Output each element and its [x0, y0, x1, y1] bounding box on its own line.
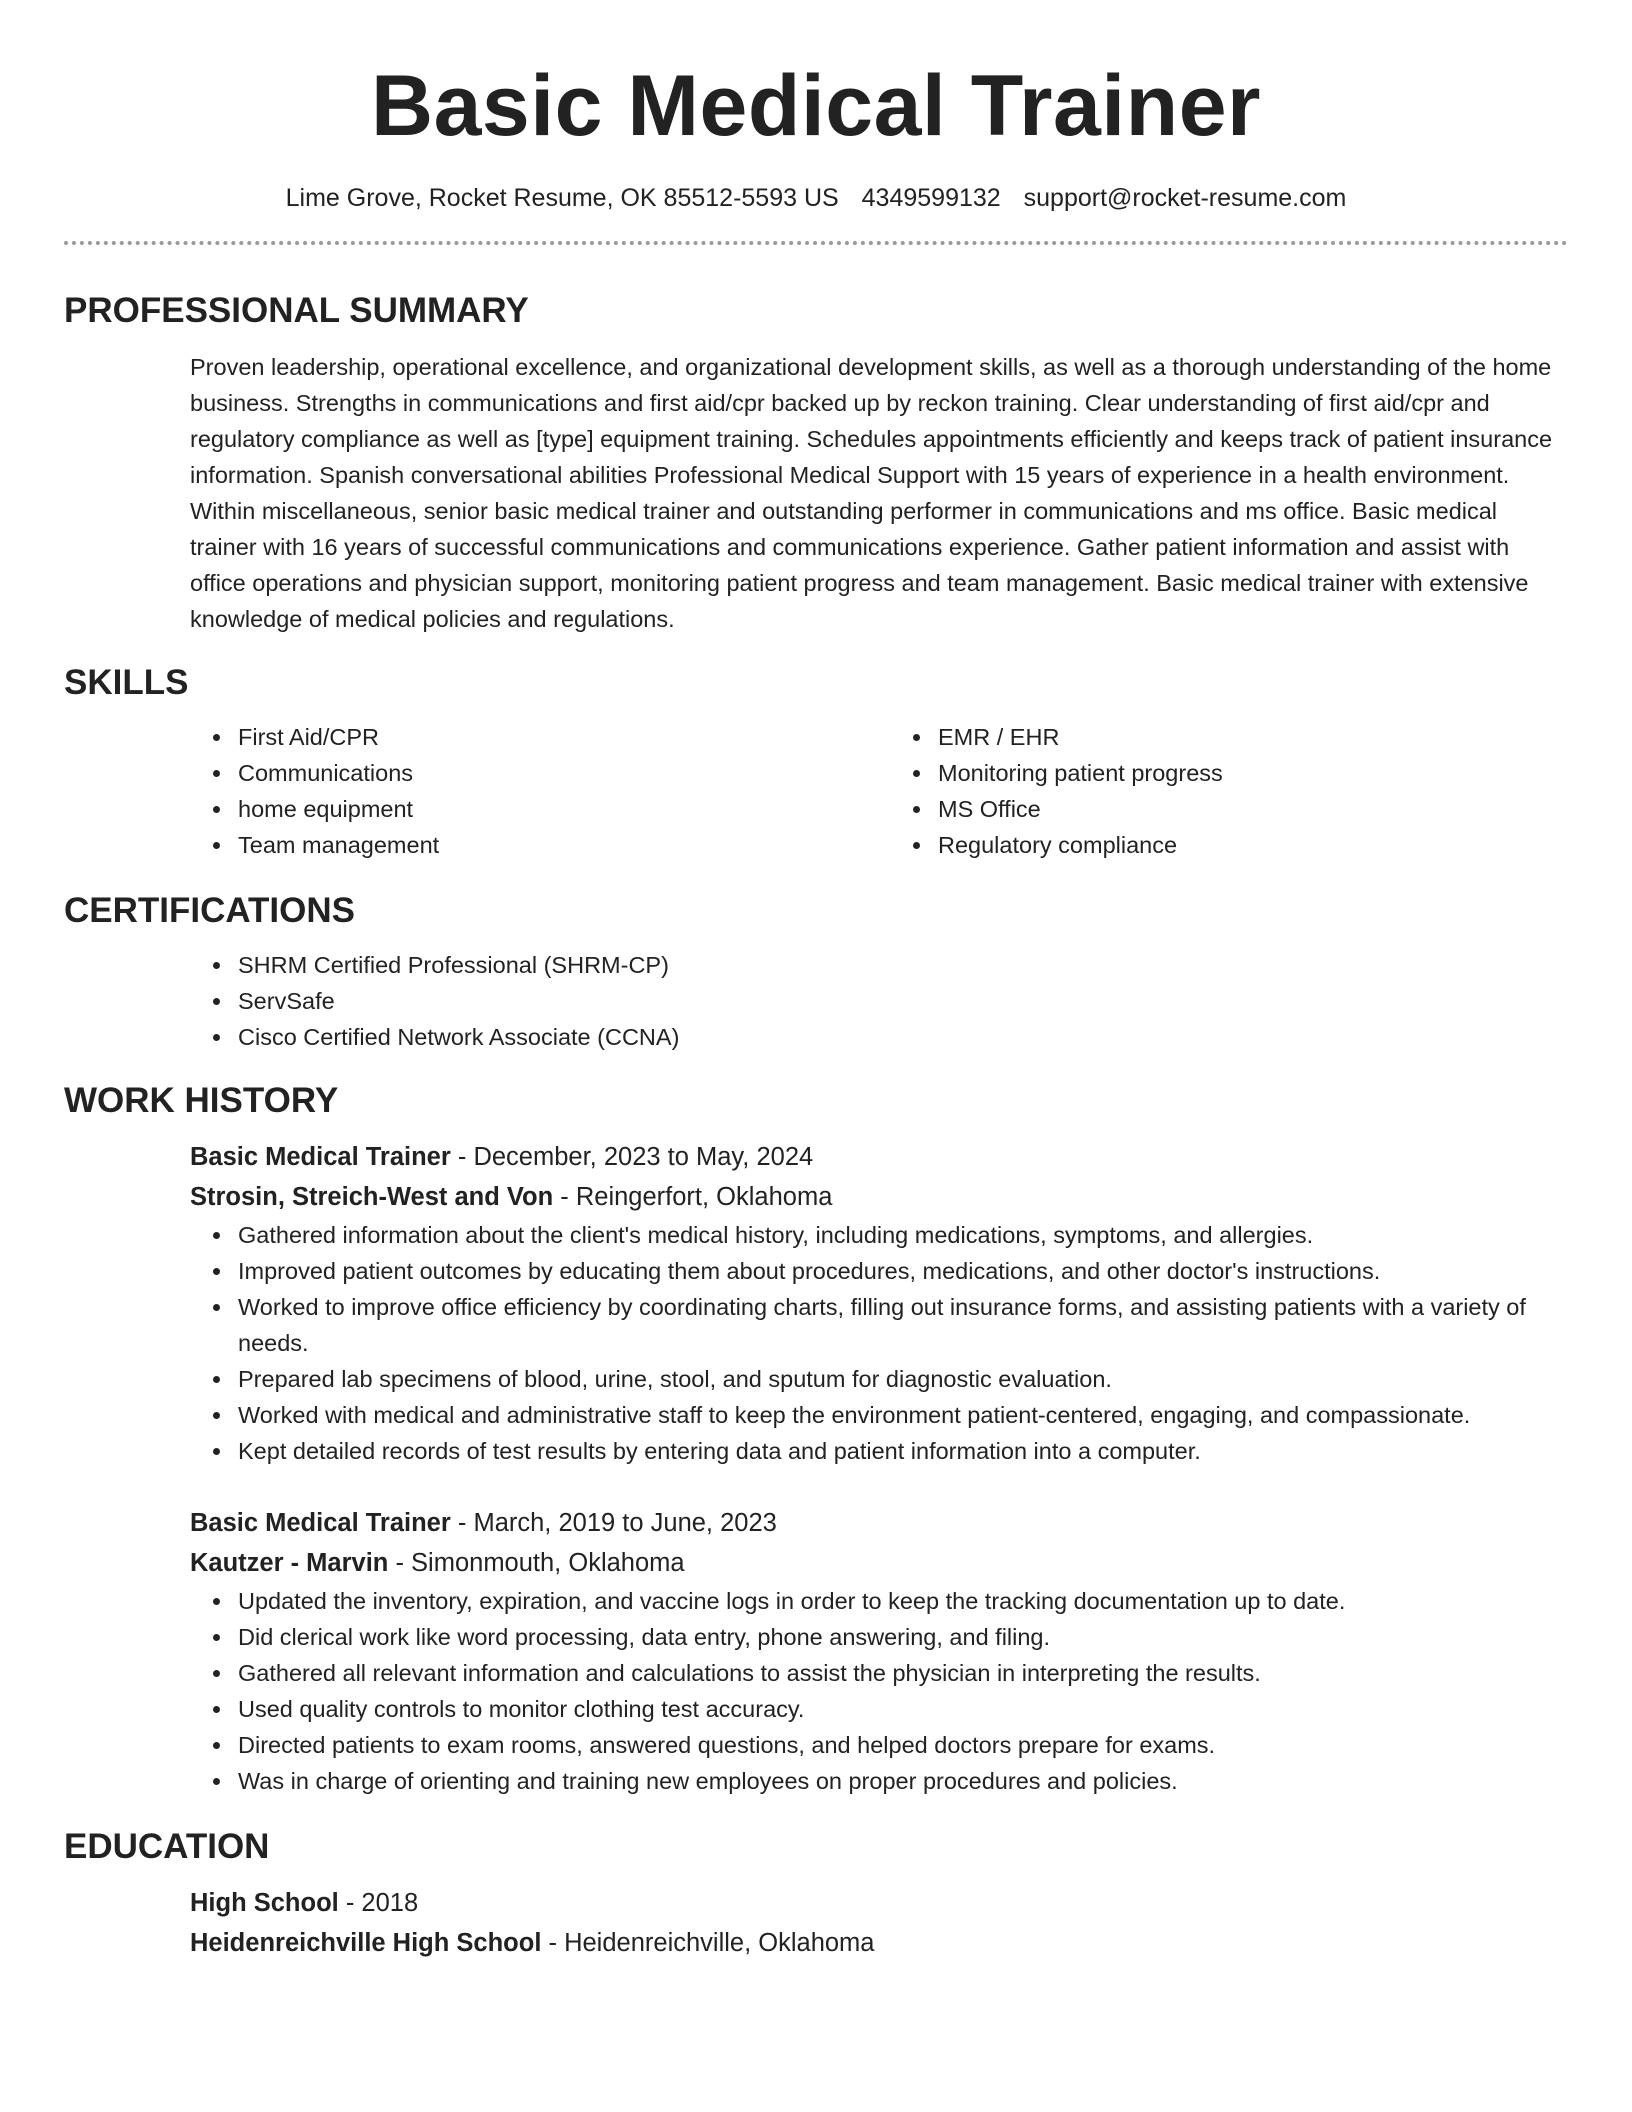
job-bullets — [64, 1583, 1568, 1799]
job-entry — [64, 1137, 1568, 1469]
certification-item: • SHRM Certified Professional (SHRM-CP) — [234, 947, 1568, 983]
job-bullet: • Was in charge of orienting and training new employees on proper procedures and policies. — [234, 1763, 1568, 1799]
job-role-line — [64, 1137, 1568, 1177]
job-company-line — [64, 1177, 1568, 1217]
skills-list-left — [64, 719, 744, 863]
job-role-line — [64, 1503, 1568, 1543]
education-degree-line — [64, 1883, 1568, 1923]
education-year: - 2018 — [338, 1889, 419, 1917]
job-dates: - December, 2023 to May, 2024 — [450, 1143, 814, 1171]
skills-grid — [64, 719, 1568, 863]
job-bullet: • Kept detailed records of test results by entering data and patient information into a computer. — [234, 1433, 1568, 1469]
work-section — [64, 1079, 1568, 1799]
job-bullet: • Improved patient outcomes by educating them about procedures, medications, and other doctor's instructions. — [234, 1253, 1568, 1289]
summary-section — [64, 289, 1568, 637]
job-bullet: • Prepared lab specimens of blood, urine, stool, and sputum for diagnostic evaluation. — [234, 1361, 1568, 1397]
summary-title: PROFESSIONAL SUMMARY — [64, 291, 529, 330]
contact-line — [64, 182, 1568, 214]
education-school-line — [64, 1923, 1568, 1963]
skills-list-right — [744, 719, 1444, 863]
job-company: Strosin, Streich-West and Von — [190, 1183, 554, 1211]
skill-item: • Communications — [234, 755, 744, 791]
skill-item: • Team management — [234, 827, 744, 863]
job-bullet: • Gathered all relevant information and calculations to assist the physician in interpreting the results. — [234, 1655, 1568, 1691]
skill-item: • First Aid/CPR — [234, 719, 744, 755]
header-divider — [64, 241, 1568, 245]
resume-page — [64, 0, 1568, 1963]
job-location: - Simonmouth, Oklahoma — [388, 1549, 685, 1577]
certifications-list — [64, 947, 1568, 1055]
job-bullet: • Worked with medical and administrative staff to keep the environment patient-centered, engaging, and compassionate. — [234, 1397, 1568, 1433]
job-bullet: • Worked to improve office efficiency by coordinating charts, filling out insurance forms, and assisting patients with a variety of needs. — [234, 1289, 1568, 1361]
skills-title: SKILLS — [64, 663, 189, 702]
education-degree: High School — [190, 1889, 339, 1917]
job-location: - Reingerfort, Oklahoma — [553, 1183, 833, 1211]
skill-item: • Monitoring patient progress — [934, 755, 1444, 791]
certifications-section — [64, 889, 1568, 1055]
job-bullet: • Updated the inventory, expiration, and vaccine logs in order to keep the tracking documentation up to date. — [234, 1583, 1568, 1619]
job-company: Kautzer - Marvin — [190, 1549, 389, 1577]
certification-item: • Cisco Certified Network Associate (CCNA) — [234, 1019, 1568, 1055]
job-bullets — [64, 1217, 1568, 1469]
education-title: EDUCATION — [64, 1827, 270, 1866]
skill-item: • EMR / EHR — [934, 719, 1444, 755]
skill-item: • home equipment — [234, 791, 744, 827]
education-section — [64, 1825, 1568, 1963]
education-entry — [64, 1883, 1568, 1963]
certification-item: • ServSafe — [234, 983, 1568, 1019]
certifications-title: CERTIFICATIONS — [64, 891, 356, 930]
skill-item: • Regulatory compliance — [934, 827, 1444, 863]
job-company-line — [64, 1543, 1568, 1583]
job-bullet: • Gathered information about the client's medical history, including medications, symptoms, and allergies. — [234, 1217, 1568, 1253]
skills-section — [64, 661, 1568, 863]
resume-name: Basic Medical Trainer — [370, 58, 1262, 154]
contact-phone: 4349599132 — [861, 184, 1001, 212]
work-title: WORK HISTORY — [64, 1081, 339, 1120]
contact-address: Lime Grove, Rocket Resume, OK 85512-5593 US — [285, 184, 839, 212]
education-location: - Heidenreichville, Oklahoma — [541, 1929, 875, 1957]
education-school: Heidenreichville High School — [190, 1929, 542, 1957]
summary-text: Proven leadership, operational excellence, and organizational development skills, as well as a thorough understanding of the home business. Strengths in communications and first aid/cpr backed up by reckon training. Clear understanding of first aid/cpr and regulatory compliance as well as [type] equipment training. Schedules appointments efficiently and keeps track of patient insurance information. Spanish conversational abilities Professional Medical Support with 15 years of experience in a health environment. Within miscellaneous, senior basic medical trainer and outstanding performer in communications and ms office. Basic medical trainer with 16 years of successful communications and communications experience. Gather patient information and assist with office operations and physician support, monitoring patient progress and team management. Basic medical trainer with extensive knowledge of medical policies and regulations. — [190, 354, 1553, 632]
job-role: Basic Medical Trainer — [190, 1509, 451, 1537]
contact-email[interactable]: support@rocket-resume.com — [1023, 184, 1347, 212]
job-role: Basic Medical Trainer — [190, 1143, 451, 1171]
job-dates: - March, 2019 to June, 2023 — [450, 1509, 777, 1537]
skill-item: • MS Office — [934, 791, 1444, 827]
job-entry — [64, 1503, 1568, 1799]
job-bullet: • Did clerical work like word processing, data entry, phone answering, and filing. — [234, 1619, 1568, 1655]
job-bullet: • Used quality controls to monitor clothing test accuracy. — [234, 1691, 1568, 1727]
job-bullet: • Directed patients to exam rooms, answered questions, and helped doctors prepare for exams. — [234, 1727, 1568, 1763]
